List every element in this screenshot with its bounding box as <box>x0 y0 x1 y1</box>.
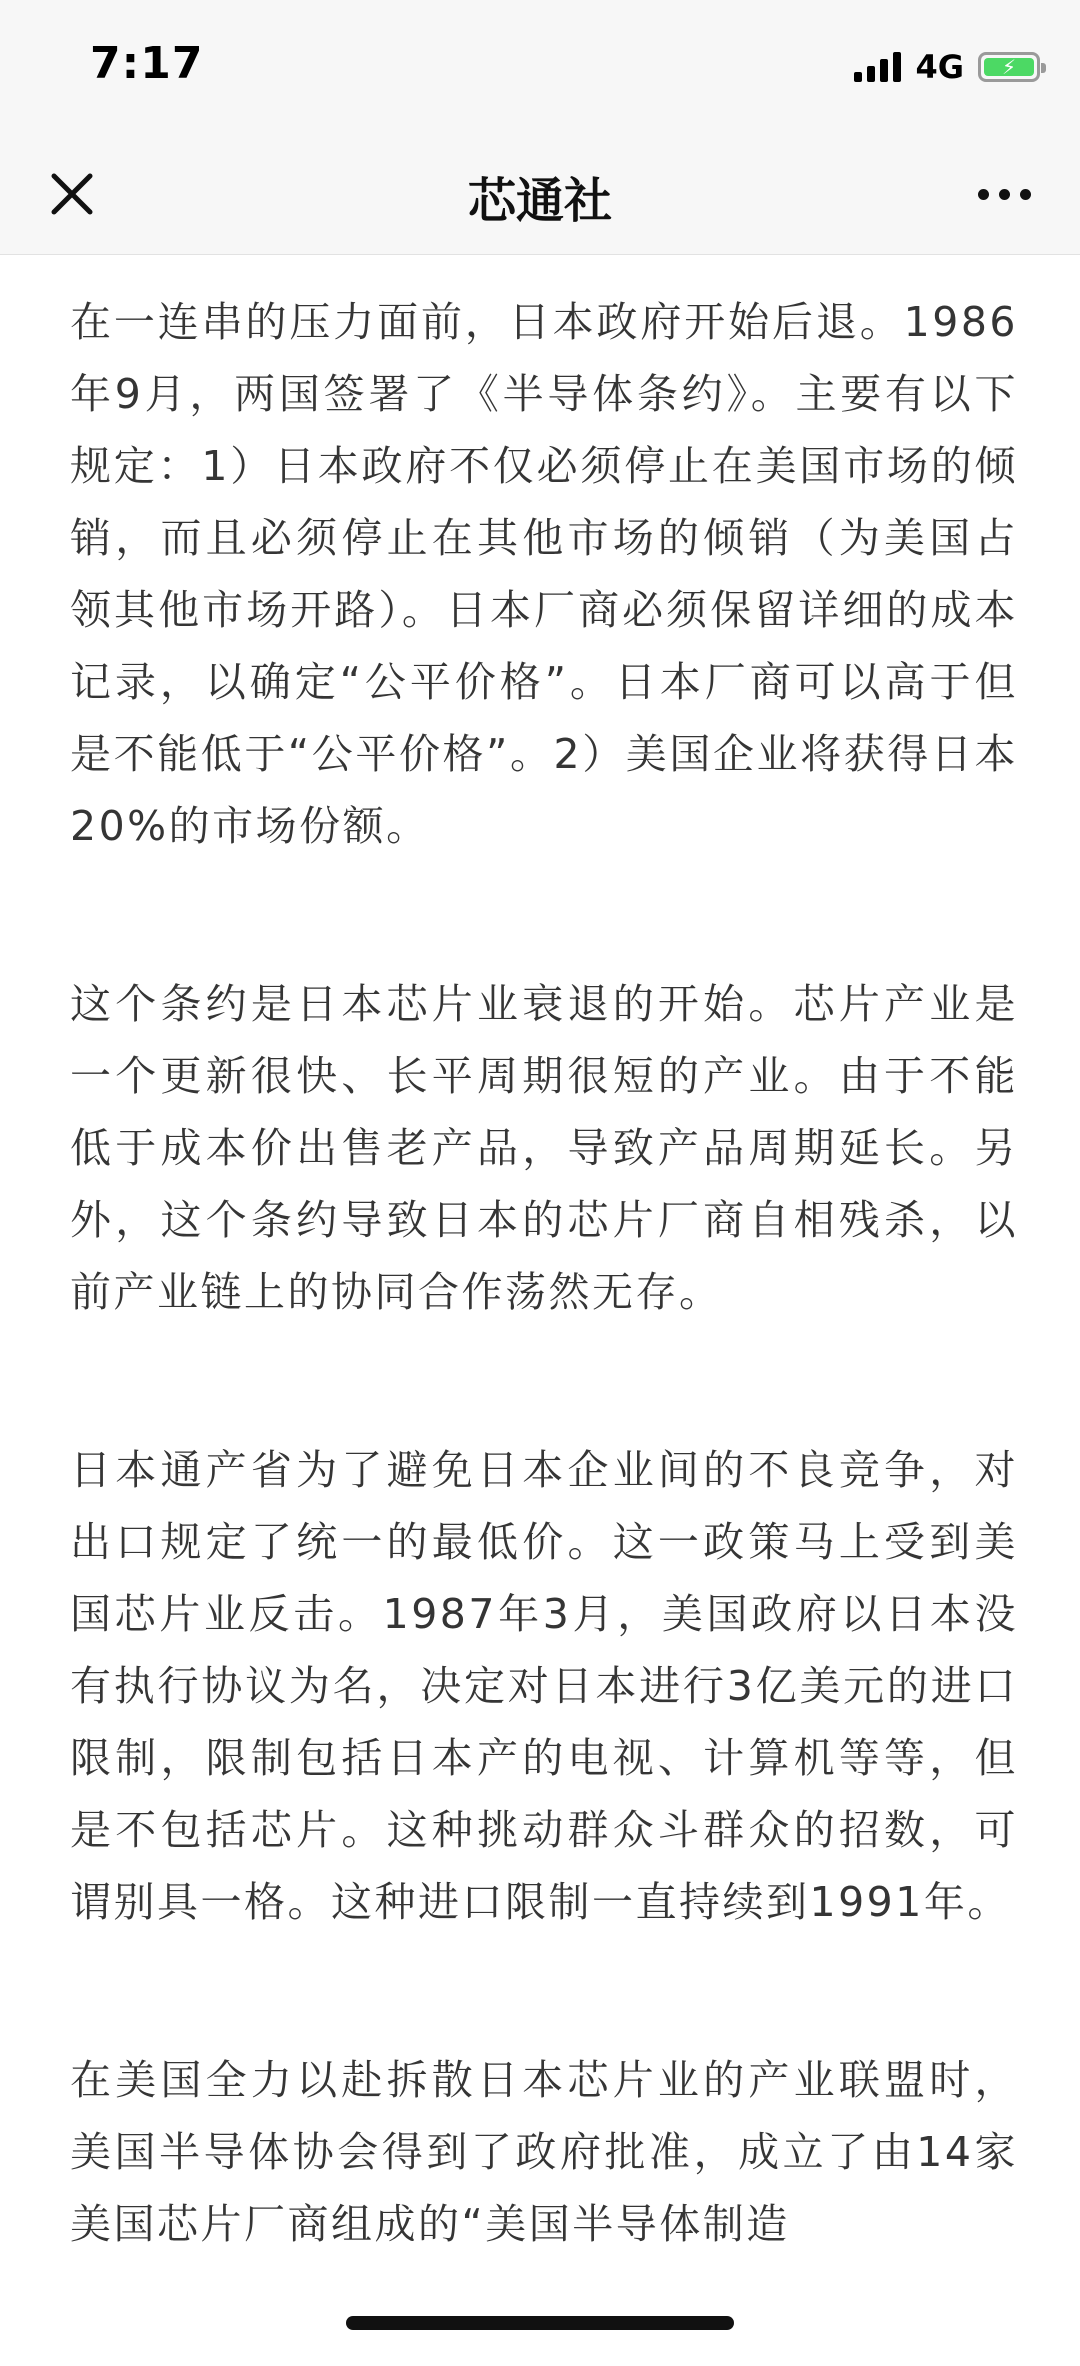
page-title: 芯通社 <box>467 173 612 229</box>
close-button[interactable] <box>40 162 104 226</box>
more-button[interactable] <box>964 162 1044 226</box>
status-bar <box>0 0 1080 132</box>
close-icon <box>48 170 96 218</box>
article-paragraph: 日本通产省为了避免日本企业间的不良竞争，对出口规定了统一的最低价。这一政策马上受到美国芯片业反击。1987年3月，美国政府以日本没有执行协议为名，决定对日本进行3亿美元的进口限制，限制包括日本产的电视、计算机等等，但是不包括芯片。这种挑动群众斗群众的招数，可谓别具一格。这种进口限制一直持续到1991年。 <box>70 1446 1018 1926</box>
article-paragraph: 在一连串的压力面前，日本政府开始后退。1986年9月，两国签署了《半导体条约》。主要有以下规定：1）日本政府不仅必须停止在美国市场的倾销，而且必须停止在其他市场的倾销（为美国占领其他市场开路）。日本厂商必须保留详细的成本记录，以确定“公平价格”。日本厂商可以高于但是不能低于“公平价格”。2）美国企业将获得日本20%的市场份额。 <box>70 298 1018 850</box>
article-paragraph: 在美国全力以赴拆散日本芯片业的产业联盟时，美国半导体协会得到了政府批准，成立了由14家美国芯片厂商组成的“美国半导体制造 <box>70 2056 1018 2248</box>
more-icon <box>978 189 989 200</box>
status-time: 7:17 <box>90 38 204 89</box>
signal-icon <box>854 52 901 82</box>
status-icons <box>854 48 1040 86</box>
article-paragraph: 这个条约是日本芯片业衰退的开始。芯片产业是一个更新很快、长平周期很短的产业。由于不能低于成本价出售老产品，导致产品周期延长。另外，这个条约导致日本的芯片厂商自相残杀，以前产业链上的协同合作荡然无存。 <box>70 980 1018 1316</box>
home-indicator[interactable] <box>346 2316 734 2330</box>
network-type: 4G <box>915 48 964 86</box>
nav-bar <box>0 132 1080 255</box>
article-body <box>70 286 1018 2366</box>
battery-charging-icon: ⚡ <box>978 52 1040 82</box>
